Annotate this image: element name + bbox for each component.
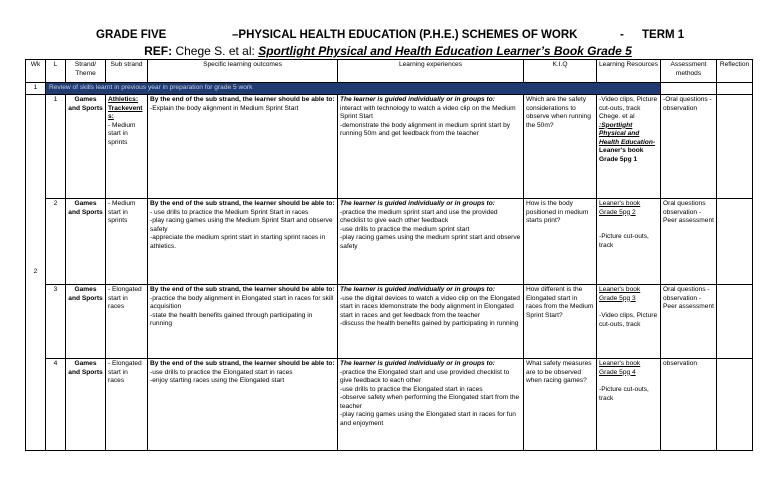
resource-item: Chege. et al [599,113,635,121]
document-title [0,29,776,45]
kiq-cell: What safety measures are to be observed when racing games? [524,359,597,451]
header-row [26,60,753,83]
empty-cell [661,83,717,95]
sub-strand-cell [106,95,148,199]
sub-strand-cell: - Medium start in sprints [106,199,148,285]
outcomes-cell [148,285,338,359]
assessment-cell: Oral questions -observation -Peer assessment [661,285,717,359]
reference-line [0,44,776,58]
scheme-of-work-table [25,59,753,451]
resource-other: -Video clips, Picture cut-outs, track [599,312,658,328]
outcome-item: -use drills to practice the Elongated start in races [150,368,293,376]
reflection-cell [717,285,753,359]
resources-cell [597,285,661,359]
experience-item: -use drills to practice the Elongated start in races [340,385,483,393]
table-row [26,95,753,199]
strand-cell: Games and Sports [66,199,106,285]
outcome-lead: By the end of the sub strand, the learner should be able to: [150,200,335,207]
resources-cell [597,95,661,199]
experience-item: -play racing games using the Elongated start in races for fun and enjoyment [340,411,516,427]
experience-lead: The learner is guided individually or in groups to: [340,200,495,207]
experience-lead: The learner is guided individually or in groups to: [340,96,495,103]
table-row [26,359,753,451]
title-dash: - [620,29,624,41]
resource-other: -Picture cut-outs, track [599,233,649,249]
strand-cell: Games and Sports [66,285,106,359]
col-experiences: Learning experiences [338,60,524,83]
sub-strand-text: - Medium start in sprints [108,121,136,146]
experiences-cell [338,199,524,285]
review-text: Review of skills learnt in previous year in preparation for grade 5 work [46,83,661,95]
outcome-item: - use drills to practice the Medium Sprint Start in races [150,208,309,216]
resource-book-line: Leaner's book Grade 5pg 2 [599,200,641,216]
resource-item: -Video clips, Picture cut-outs, track [599,96,658,112]
outcomes-cell [148,199,338,285]
sub-strand-title: Athletics: Trackevents: [108,96,143,121]
reflection-cell [717,95,753,199]
experiences-cell [338,95,524,199]
experience-item: -practice the Elongated start and use provided checklist to give feedback to each other [340,368,510,385]
col-strand: Strand/ Theme [66,60,106,83]
col-l: L [46,60,66,83]
kiq-cell: How is the body positioned in medium starts print? [524,199,597,285]
strand-cell: Games and Sports [66,95,106,199]
table-row [26,285,753,359]
lesson-number: 1 [46,95,66,199]
outcome-item: -enjoy starting races using the Elongated start [150,377,285,385]
kiq-cell: Which are the safety considerations to observe when running the 50m? [524,95,597,199]
outcome-item: -practice the body alignment in Elongated start in races for skill acquisition [150,294,334,311]
outcome-lead: By the end of the sub strand, the learner should be able to: [150,286,335,293]
col-kiq: K.I.Q [524,60,597,83]
col-reflection: Reflection [717,60,753,83]
col-resources: Learning Resources [597,60,661,83]
experience-item: -demonstrate the body alignment in medium sprint start by running 50m and get feedback from the teacher [340,121,511,138]
resource-book-line: Leaner's book Grade 5pg 3 [599,286,641,302]
experience-item: interact with technology to watch a video clip on the Medium Sprint Start [340,104,516,121]
week-number: 2 [26,95,46,451]
experiences-cell [338,359,524,451]
experience-item: -practice the medium sprint start and use the provided checklist to give each other feedback [340,208,498,225]
sub-strand-cell: - Elongated start in races [106,285,148,359]
col-assessment: Assessment methods [661,60,717,83]
grade-label: GRADE FIVE [96,29,167,41]
lesson-number: 4 [46,359,66,451]
term-label: TERM 1 [642,29,685,41]
reflection-cell [717,199,753,285]
reflection-cell [717,359,753,451]
experience-item: -use drills to practice the medium sprint start [340,225,470,233]
ref-label: REF: [144,44,173,58]
lesson-number: 2 [46,199,66,285]
assessment-cell: Oral questions observation -Peer assessment [661,199,717,285]
experience-lead: The learner is guided individually or in groups to: [340,360,495,367]
lesson-number: 3 [46,285,66,359]
outcomes-cell [148,95,338,199]
col-outcomes: Specific learning outcomes [148,60,338,83]
empty-cell [717,83,753,95]
resource-book: :Sportlight Physical and Health Education- [599,121,656,146]
experience-item: -use the digital devices to watch a video clip on the Elongated start in races ldemonstrate the body alignment in Elongated start in races and get feedback from the teacher [340,294,520,319]
sub-strand-cell: - Elongated start in races [106,359,148,451]
assessment-cell: -Oral questions -observation [661,95,717,199]
resource-other: -Picture cut-outs, track [599,386,649,402]
review-week: 1 [26,83,46,95]
outcome-lead: By the end of the sub strand, the learner should be able to: [150,96,335,103]
outcome-lead: By the end of the sub strand, the learner should be able to: [150,360,335,367]
resources-cell [597,199,661,285]
experience-item: -discuss the health benefits gained by participating in running [340,320,519,328]
assessment-cell: observation [661,359,717,451]
experience-item: -observe safety when performing the Elongated start from the teacher [340,394,520,410]
resource-book-line: Leaner's book Grade 5pg 4 [599,360,641,376]
kiq-cell: How different is the Elongated start in races from the Medium Sprint Start? [524,285,597,359]
review-row [26,83,753,95]
outcome-item: -Explain the body alignment in Medium Sprint Start [150,104,299,112]
experience-lead: The learner is guided individually or in groups to: [340,286,495,293]
ref-authors: Chege S. et al: [175,44,255,58]
outcome-item: -appreciate the medium sprint start in starting sprint races in athletics. [150,234,326,250]
col-sub: Sub strand [106,60,148,83]
ref-book: Sportlight Physical and Health Education Learner’s Book Grade 5 [258,44,632,58]
col-wk: Wk [26,60,46,83]
strand-cell: Games and Sports [66,359,106,451]
experiences-cell [338,285,524,359]
subject-label: –PHYSICAL HEALTH EDUCATION (P.H.E.) SCHEMES OF WORK [232,29,578,41]
outcome-item: -state the health benefits gained through participating in running [150,311,313,328]
outcomes-cell [148,359,338,451]
resources-cell [597,359,661,451]
experience-item: -play racing games using the medium sprint start and observe safety [340,234,521,250]
outcome-item: -play racing games using the Medium Sprint Start and observe safety [150,217,333,233]
table-row [26,199,753,285]
resource-tail: Leaner's book Grade 5pg 1 [599,147,644,163]
